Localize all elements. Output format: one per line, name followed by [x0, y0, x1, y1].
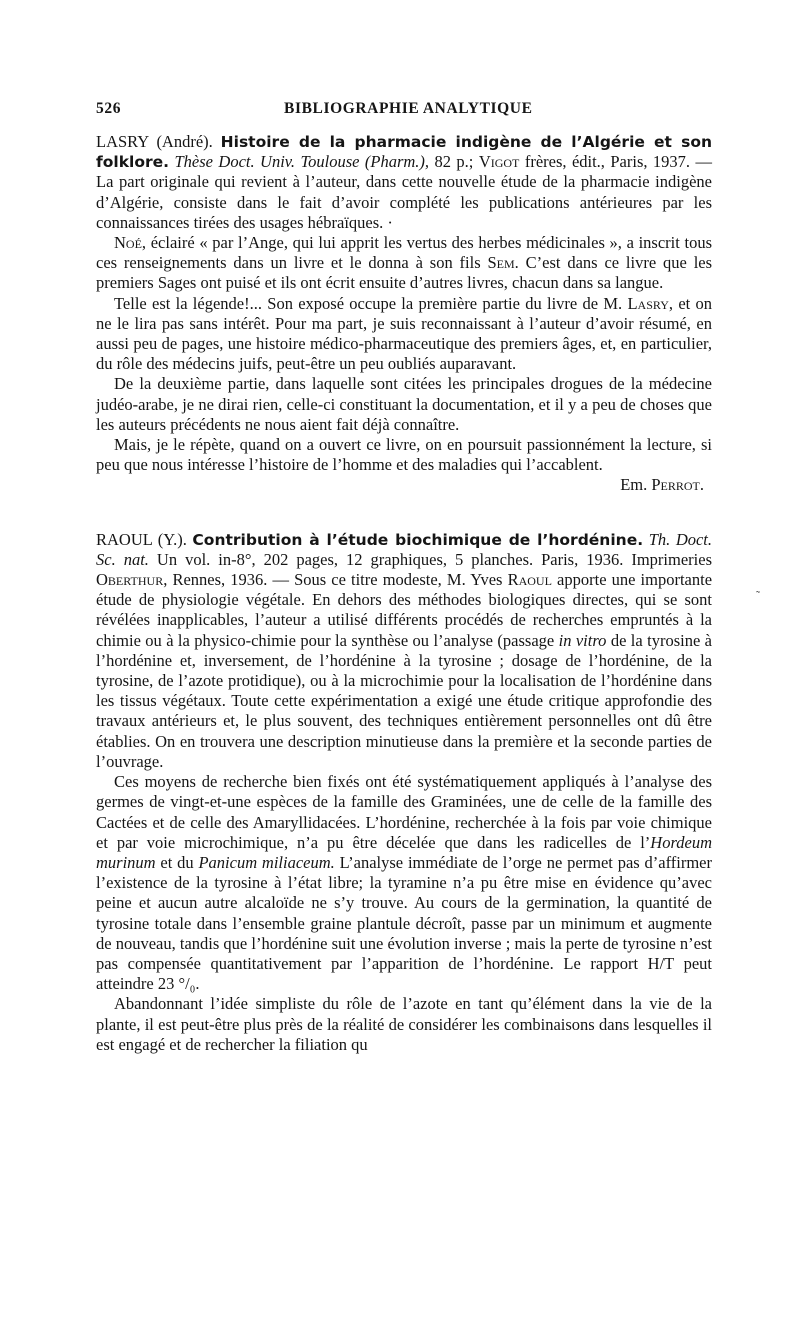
name-sem: Sem.	[487, 253, 519, 273]
paragraph	[96, 294, 712, 375]
running-header	[96, 100, 712, 118]
species-panicum: Panicum miliaceum.	[198, 852, 335, 872]
entry-separator	[96, 496, 712, 530]
entry-pages: 82 p.;	[434, 152, 474, 172]
signature-name: Perrot.	[651, 475, 704, 495]
paragraph	[96, 233, 712, 294]
review-entry-raoul	[96, 530, 712, 1055]
entry-thesis: Th. Doct. Sc. nat.	[96, 529, 713, 569]
entry-printer: Oberthur,	[96, 570, 168, 590]
margin-mark: ˜	[756, 588, 760, 602]
paragraph-text: L’analyse immédiate de l’orge ne permet pas d’affirmer l’existence de la tyrosine à l’état libre; la tyramine n’a pu être mise en évidence qu’avec peine et aucun autre alcaloïde ne s’y trouve. Au cours de la germination, la quantité de tyrosine totale dans l’ensemble graine plantule décroît, passe par un minimum et augmente de nouveau, tandis que l’hordénine suit une évolution inverse ; mais la perte de tyrosine n’est pas compensée quantitativement par l’apparition de l’hordénine. Le rapport H/T peut atteindre 23 °/₀.	[96, 852, 712, 994]
entry-book-title: Contribution à l’étude biochimique de l’hordénine.	[192, 530, 644, 549]
paragraph-text: Ces moyens de recherche bien fixés ont été systématiquement appliqués à l’analyse des germes de vingt-et-une espèces de la famille des Graminées, une de celle de la famille des Cactées et de celle des Amaryllidacées. L’hordénine, recherchée à la fois par voie chimique et par voie microchimique, n’a pu être décelée que dans les radicelles de l’	[96, 772, 712, 852]
paragraph: Mais, je le répète, quand on a ouvert ce livre, on en poursuit passionnément la lecture, si peu que nous intéresse l’histoire de l’homme et des maladies qui l’accablent.	[96, 435, 712, 475]
paragraph-text: de la tyrosine à l’hordénine et, inversement, de l’hordénine à la tyrosine ; dosage de l’hordénine, de la tyrosine, de l’azote protidique), ou à la microchimie pour la localisation de l’hordénine dans les tissus végétaux. Toute cette expérimentation a exigé une étude critique approfondie des travaux antérieurs et, le plus souvent, des techniques entièrement personnelles ont dû être établies. On en trouvera une description minutieuse dans la première et la seconde parties de l’ouvrage.	[96, 630, 712, 771]
name-raoul: Raoul	[507, 570, 552, 590]
entry-publisher: Vigot	[478, 152, 520, 172]
species-hordeum: Hordeum murinum	[96, 832, 712, 872]
entry-author: RAOUL (Y.).	[96, 529, 187, 549]
paragraph-text: et du	[160, 852, 194, 872]
paragraph-text: apporte une importante étude de physiologie végétale. En dehors des méthodes biologiques directes, qui se sont révélées inapplicables, l’auteur a utilisé différents procédés de recherches empruntés à la chimie ou à la physico-chimie pour la synthèse ou l’analyse (passage	[96, 570, 713, 650]
running-title: BIBLIOGRAPHIE ANALYTIQUE	[284, 100, 533, 117]
entry-citation	[96, 132, 712, 233]
entry-summary: frères, édit., Paris, 1937. — La part originale qui revient à l’auteur, dans cette nouvelle étude de la pharmacie indigène d’Algérie, consiste dans le fait d’avoir complété les publications antérieures par les connaissances tirées des usages hébraïques. ·	[96, 152, 712, 232]
honorific: M.	[603, 293, 623, 313]
signature-prefix: Em.	[620, 475, 648, 495]
paragraph: Abandonnant l’idée simpliste du rôle de l’azote en tant qu’élément dans la vie de la plante, il est peut-être plus près de la réalité de considérer les combinaisons dans lesquelles il est engagé et de rechercher la filiation qu	[96, 994, 712, 1054]
entry-citation	[96, 530, 712, 772]
entry-details: Un vol. in-8°, 202 pages, 12 graphiques, 5 planches. Paris, 1936. Imprimeries	[156, 549, 712, 569]
name-noe: Noé,	[114, 233, 147, 253]
paragraph-text: éclairé « par l’Ange, qui lui apprit les vertus des herbes médicinales », a inscrit tous ces renseignements dans un livre et le donna à son fils	[96, 233, 713, 273]
entry-author: LASRY (André).	[96, 132, 213, 151]
paragraph: De la deuxième partie, dans laquelle sont citées les principales drogues de la médecine judéo-arabe, je ne dirai rien, celle-ci constituant la documentation, et il y a peu de choses que les auteurs précédents ne nous aient fait déjà connaître.	[96, 374, 712, 434]
review-entry-lasry	[96, 132, 712, 496]
honorific: M.	[446, 570, 466, 590]
page-number: 526	[96, 100, 122, 117]
name-lasry: Lasry,	[627, 293, 674, 313]
term-in-vitro: in vitro	[558, 630, 607, 650]
paragraph	[96, 772, 712, 994]
name-yves: Yves	[470, 570, 503, 590]
entry-thesis: Thèse Doct. Univ. Toulouse (Pharm.),	[174, 152, 430, 172]
paragraph-text: Rennes, 1936. — Sous ce titre modeste,	[172, 570, 442, 590]
reviewer-signature	[96, 475, 712, 495]
paragraph-text: Telle est la légende!... Son exposé occupe la première partie du livre de	[114, 293, 599, 313]
paragraph-text: C’est dans ce livre que les premiers Sages ont puisé et ils ont écrit ensuite d’autres livres, chacun dans sa langue.	[96, 253, 713, 293]
entry-book-title: Histoire de la pharmacie indigène de l’Algérie et son folklore.	[96, 133, 713, 172]
paragraph-text: et on ne le lira pas sans intérêt. Pour ma part, je suis reconnaissant à l’auteur d’avoir résumé, en aussi peu de pages, une histoire médico-pharmaceutique des premiers âges, et, en particulier, du rôle des médecins juifs, peut-être un peu oubliés auparavant.	[96, 293, 712, 374]
